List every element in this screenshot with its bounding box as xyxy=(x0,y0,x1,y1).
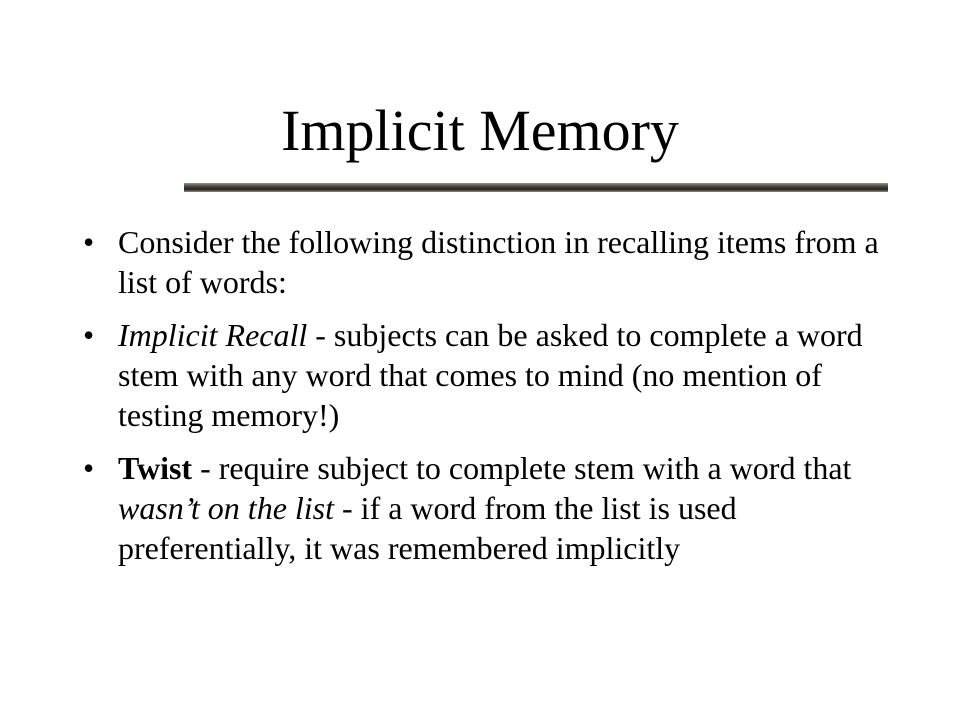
title-divider-rule xyxy=(184,183,888,192)
bullet-marker: • xyxy=(83,224,95,260)
bullet-text: - subjects can be asked to complete a word stem with any word that comes to mind (no mention of testing memory!) xyxy=(118,317,863,433)
bullet-item-distinction xyxy=(80,222,880,302)
bullet-text-part-a: - require subject to complete stem with a word that xyxy=(192,450,852,486)
bullet-text-part-b: - if a word from the list is used preferentially, it was remembered implicitly xyxy=(118,490,737,566)
bullet-text: Consider the following distinction in recalling items from a list of words: xyxy=(118,224,879,300)
bullet-marker: • xyxy=(83,317,95,353)
bullet-lead-term: Implicit Recall xyxy=(118,317,308,353)
bullet-lead-term: Twist xyxy=(118,450,193,486)
bullet-list xyxy=(80,222,880,581)
bullet-emphasis: wasn’t on the list xyxy=(118,490,335,526)
bullet-item-implicit-recall xyxy=(80,315,880,435)
slide-title: Implicit Memory xyxy=(281,98,679,163)
bullet-item-twist xyxy=(80,448,880,568)
bullet-marker: • xyxy=(83,450,95,486)
